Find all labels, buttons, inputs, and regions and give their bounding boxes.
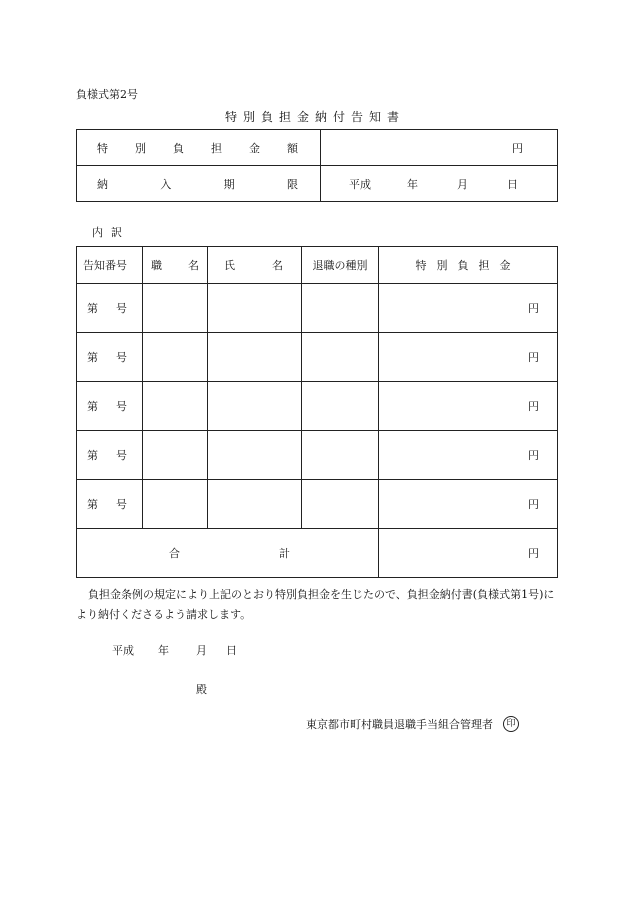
year-label: 年 xyxy=(407,177,418,191)
total-row xyxy=(77,529,558,578)
notice-no-cell[interactable] xyxy=(77,284,143,333)
position-cell[interactable] xyxy=(143,284,208,333)
yen-unit: 円 xyxy=(528,449,539,462)
notice-no-cell[interactable] xyxy=(77,333,143,382)
yen-unit: 円 xyxy=(528,400,539,413)
amount-label-char: 担 xyxy=(211,141,222,155)
amount-label-char: 額 xyxy=(287,141,298,155)
go-label: 号 xyxy=(116,400,127,413)
name-cell[interactable] xyxy=(208,382,302,431)
notice-no-cell[interactable] xyxy=(77,431,143,480)
day-label: 日 xyxy=(226,644,237,657)
header-char: 名 xyxy=(272,259,283,272)
deadline-label-cell xyxy=(77,166,321,202)
total-label-char: 合 xyxy=(169,547,180,560)
dai-label: 第 xyxy=(87,351,98,364)
retirement-type-cell[interactable] xyxy=(302,333,379,382)
deadline-row xyxy=(77,166,558,202)
issuer-name: 東京都市町村職員退職手当組合管理者 xyxy=(306,718,493,731)
go-label: 号 xyxy=(116,449,127,462)
breakdown-label: 内訳 xyxy=(92,226,130,239)
header-char: 名 xyxy=(188,259,199,272)
go-label: 号 xyxy=(116,351,127,364)
retirement-type-cell[interactable] xyxy=(302,284,379,333)
table-row xyxy=(77,382,558,431)
yen-unit: 円 xyxy=(528,351,539,364)
dai-label: 第 xyxy=(87,302,98,315)
amount-row xyxy=(77,130,558,166)
table-row xyxy=(77,480,558,529)
table-row xyxy=(77,431,558,480)
header-position xyxy=(143,247,208,284)
header-char: 氏 xyxy=(224,259,235,272)
breakdown-table xyxy=(76,246,558,578)
deadline-label-char: 限 xyxy=(286,177,298,191)
total-label-cell xyxy=(77,529,379,578)
name-cell[interactable] xyxy=(208,431,302,480)
retirement-type-cell[interactable] xyxy=(302,431,379,480)
year-label: 年 xyxy=(158,644,169,657)
go-label: 号 xyxy=(116,302,127,315)
charge-cell[interactable] xyxy=(379,284,558,333)
dai-label: 第 xyxy=(87,498,98,511)
charge-cell[interactable] xyxy=(379,333,558,382)
deadline-label-char: 納 xyxy=(97,177,108,191)
deadline-label-char: 期 xyxy=(223,177,235,191)
table-row xyxy=(77,333,558,382)
month-label: 月 xyxy=(196,644,207,657)
total-label-char: 計 xyxy=(279,547,290,560)
header-special-charge: 特別負担金 xyxy=(379,247,558,284)
charge-cell[interactable] xyxy=(379,382,558,431)
issuer-block xyxy=(306,716,519,732)
position-cell[interactable] xyxy=(143,480,208,529)
total-value-cell[interactable] xyxy=(379,529,558,578)
yen-unit: 円 xyxy=(528,302,539,315)
issue-date xyxy=(112,642,237,658)
request-statement: 負担金条例の規定により上記のとおり特別負担金を生じたので、負担金納付書(負様式第1号)により納付くださるよう請求します。 xyxy=(76,588,555,621)
amount-label-char: 負 xyxy=(173,141,184,155)
notice-no-cell[interactable] xyxy=(77,382,143,431)
era-label: 平成 xyxy=(112,644,134,657)
position-cell[interactable] xyxy=(143,333,208,382)
position-cell[interactable] xyxy=(143,382,208,431)
header-name xyxy=(208,247,302,284)
deadline-date-cell[interactable] xyxy=(321,166,558,202)
summary-table xyxy=(76,129,558,202)
notice-no-cell[interactable] xyxy=(77,480,143,529)
charge-cell[interactable] xyxy=(379,431,558,480)
header-retirement-type: 退職の種別 xyxy=(302,247,379,284)
yen-unit: 円 xyxy=(528,498,539,511)
amount-label-char: 金 xyxy=(249,141,260,155)
form-number-label: 負様式第2号 xyxy=(76,88,138,101)
dai-label: 第 xyxy=(87,400,98,413)
day-label: 日 xyxy=(507,177,518,191)
yen-unit: 円 xyxy=(528,547,539,560)
dai-label: 第 xyxy=(87,449,98,462)
header-notice-no: 告知番号 xyxy=(77,247,143,284)
position-cell[interactable] xyxy=(143,431,208,480)
amount-value-cell[interactable] xyxy=(321,130,558,166)
go-label: 号 xyxy=(116,498,127,511)
table-row xyxy=(77,284,558,333)
amount-label-char: 特 xyxy=(97,141,108,155)
name-cell[interactable] xyxy=(208,284,302,333)
charge-cell[interactable] xyxy=(379,480,558,529)
header-char: 職 xyxy=(151,259,162,272)
deadline-label-char: 入 xyxy=(160,177,172,191)
table-header-row xyxy=(77,247,558,284)
seal-icon: 印 xyxy=(503,716,519,732)
document-title: 特別負担金納付告知書 xyxy=(224,110,405,124)
amount-label-char: 別 xyxy=(135,141,146,155)
name-cell[interactable] xyxy=(208,333,302,382)
addressee-honorific: 殿 xyxy=(196,683,207,696)
month-label: 月 xyxy=(457,177,468,191)
retirement-type-cell[interactable] xyxy=(302,480,379,529)
retirement-type-cell[interactable] xyxy=(302,382,379,431)
name-cell[interactable] xyxy=(208,480,302,529)
amount-label-cell xyxy=(77,130,321,166)
era-label: 平成 xyxy=(349,177,371,191)
yen-unit: 円 xyxy=(512,141,523,155)
